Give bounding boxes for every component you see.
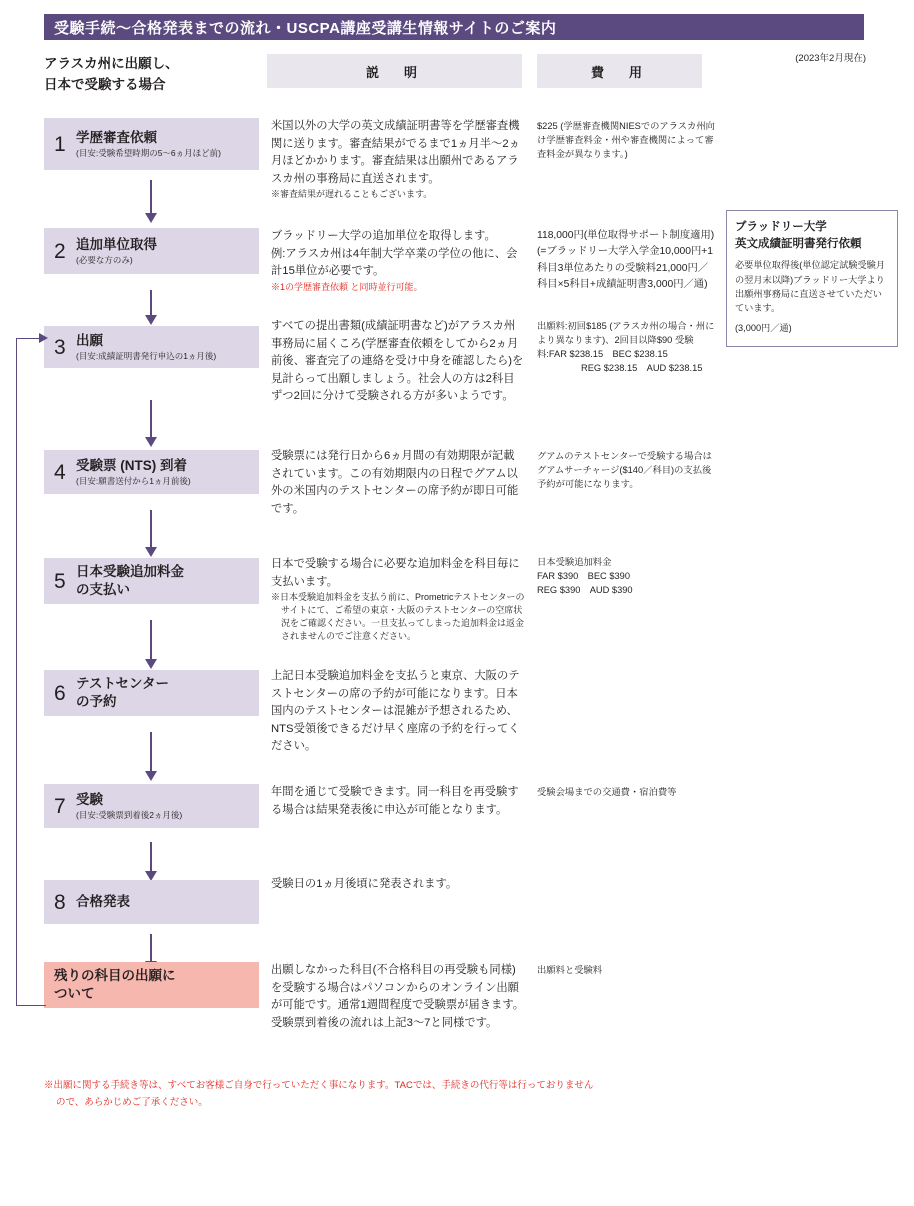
step-sub-3: (目安:成績証明書発行申込の1ヵ月後): [76, 350, 217, 361]
step-description-1-text: 米国以外の大学の英文成績証明書等を学歴審査機関に送ります。審査結果がでるまで1ヵ月半〜2ヵ月ほどかかります。審査結果は出願州であるアラスカ州の事務局に直送されます。: [271, 120, 520, 185]
side-note-title-line2: 英文成績証明書発行依頼: [735, 237, 862, 250]
intro-title: [44, 54, 259, 96]
step-label-4: [44, 450, 259, 494]
step-description-2-line1: ブラッドリー大学の追加単位を取得します。: [271, 230, 496, 242]
column-header-description: 説 明: [267, 54, 522, 88]
step-fee-5: [537, 556, 715, 598]
flow-arrow-4-to-5: [150, 510, 152, 548]
intro-title-line1: アラスカ州に出願し、: [44, 56, 179, 71]
step-label-remaining: [44, 962, 259, 1008]
footnote-line2: ので、あらかじめご了承ください。: [56, 1096, 208, 1108]
step-fee-3: [537, 320, 715, 376]
step-description-3: すべての提出書類(成績証明書など)がアラスカ州事務局に届くころ(学歴審査依頼をしてから2ヵ月前後、審査完了の連絡を受け中身を確認したら)を見計らって出願しましょう。社会人の方は2科目ずつ2回に分けて受験される方が多いようです。: [271, 320, 524, 402]
step-sub-4: (目安:願書送付から1ヵ月前後): [76, 475, 191, 486]
side-note-body: 必要単位取得後(単位認定試験受験月の翌月末以降)ブラッドリー大学より出願州事務局に直送させていただいています。: [735, 260, 886, 314]
step-label-6: [44, 670, 259, 716]
step-label-7: [44, 784, 259, 828]
step-sub-1: (目安:受験希望時期の5〜6ヵ月ほど前): [76, 147, 221, 158]
side-note-box: [726, 210, 898, 347]
step-description-2-line2: 例:アラスカ州は4年制大学卒業の学位の他に、会計15単位が必要です。: [271, 247, 518, 277]
step-title-4: 受験票 (NTS) 到着: [76, 458, 187, 474]
step-label-2: [44, 228, 259, 274]
step-description-2-red-note: ※1の学歴審査依頼 と同時並行可能。: [271, 281, 423, 292]
step-description-5-note: ※日本受験追加料金を支払う前に、Prometricテストセンターのサイトにて、ご希望の東京・大阪のテストセンターの空席状況をご確認ください。一旦支払ってしまった追加料金は返金されませんのでご注意ください。: [271, 592, 525, 642]
step-description-1-note: ※審査結果が遅れることもございます。: [271, 189, 433, 199]
step-description-8: 受験日の1ヵ月後頃に発表されます。: [271, 878, 458, 890]
step-fee-5-line2: FAR $390 BEC $390: [537, 570, 631, 581]
step-fee-remaining: 出願料と受験料: [537, 965, 603, 975]
step-number-5: 5: [54, 569, 66, 593]
page-title: 受験手続〜合格発表までの流れ・USCPA講座受講生情報サイトのご案内: [44, 14, 864, 40]
step-description-2: [267, 228, 525, 294]
step-number-4: 4: [54, 460, 66, 484]
flow-arrow-7-to-8: [150, 842, 152, 872]
side-note-tail: (3,000円／通): [735, 323, 792, 334]
step-label-3: [44, 326, 259, 368]
step-title-7: 受験: [76, 792, 103, 808]
step-number-3: 3: [54, 335, 66, 359]
flow-arrow-1-to-2: [150, 180, 152, 214]
step-number-1: 1: [54, 132, 66, 156]
step-fee-3-line1: 出願料:初回$185 (アラスカ州の場合・州により異なります)、2回目以降$90: [537, 321, 715, 345]
step-fee-5-line1: 日本受験追加料金: [537, 557, 612, 567]
step-title-2: 追加単位取得: [76, 237, 157, 253]
step-sub-7: (目安:受験票到着後2ヵ月後): [76, 809, 183, 820]
step-fee-1: $225 (学歴審査機関NIESでのアラスカ州向け学歴審査料金・州や審査機関によって審査料金が異なります。): [537, 121, 715, 159]
flow-arrow-5-to-6: [150, 620, 152, 660]
step-description-6: 上記日本受験追加料金を支払うと東京、大阪のテストセンターの席の予約が可能になります。日本国内のテストセンターは混雑が予想されるため、NTS受領後できるだけ早く座席の予約を行ってください。: [271, 670, 520, 752]
loopback-connector: [16, 338, 46, 1006]
step-fee-2: 118,000円(単位取得サポート制度適用)(=ブラッドリー大学入学金10,000円+1科目3単位あたりの受験料21,000円／科目×5科目+成績証明書3,000円／通): [537, 230, 715, 291]
step-description-1: [267, 118, 525, 201]
step-fee-7: 受験会場までの交通費・宿泊費等: [537, 787, 677, 797]
step-title-1: 学歴審査依頼: [76, 130, 157, 146]
step-title-3: 出願: [76, 333, 103, 349]
step-title-6-line1: テストセンター: [76, 676, 170, 692]
intro-title-line2: 日本で受験する場合: [44, 76, 166, 92]
flow-arrow-2-to-3: [150, 290, 152, 316]
step-label-1: [44, 118, 259, 170]
step-title-5-line1: 日本受験追加料金: [76, 564, 184, 580]
step-title-remaining-line1: 残りの科目の出願に: [54, 968, 176, 984]
step-fee-4: グアムのテストセンターで受験する場合はグアムサーチャージ($140／科目)の支払後予約が可能になります。: [537, 451, 712, 489]
step-description-4: 受験票には発行日から6ヵ月間の有効期限が記載されています。この有効期限内の日程でグアム以外の米国内のテストセンターの席予約が即日可能です。: [271, 450, 519, 515]
step-description-remaining: 出願しなかった科目(不合格科目の再受験も同様)を受験する場合はパソコンからのオンライン出願が可能です。通常1週間程度で受験票が届きます。受験票到着後の流れは上記3〜7と同様です。: [271, 964, 525, 1029]
footnote-line1: ※出願に関する手続き等は、すべてお客様ご自身で行っていただく事になります。TACでは、手続きの代行等は行っておりません: [44, 1080, 594, 1091]
side-note-title-line1: ブラッドリー大学: [735, 221, 827, 233]
step-title-6-line2: の予約: [76, 694, 117, 709]
as-of-date: (2023年2月現在): [795, 53, 866, 64]
step-description-7: 年間を通じて受験できます。同一科目を再受験する場合は結果発表後に申込が可能となります。: [271, 786, 519, 816]
step-fee-5-line3: REG $390 AUD $390: [537, 584, 633, 595]
step-fee-3-line3: REG $238.15 AUD $238.15: [581, 362, 703, 373]
step-number-6: 6: [54, 681, 66, 705]
step-number-7: 7: [54, 794, 66, 818]
footnote: [44, 1078, 744, 1111]
step-fee-3-line2: 受験料:FAR $238.15 BEC $238.15: [537, 334, 694, 359]
step-number-2: 2: [54, 239, 66, 263]
flow-arrow-8-to-remaining: [150, 934, 152, 962]
step-title-remaining-line2: ついて: [54, 986, 95, 1001]
flow-arrow-6-to-7: [150, 732, 152, 772]
step-label-8: [44, 880, 259, 924]
step-sub-2: (必要な方のみ): [76, 254, 133, 265]
step-description-5: [267, 556, 525, 643]
column-header-fee: 費 用: [537, 54, 702, 88]
step-label-5: [44, 558, 259, 604]
flow-arrow-3-to-4: [150, 400, 152, 438]
step-description-5-text: 日本で受験する場合に必要な追加料金を科目毎に支払います。: [271, 558, 520, 588]
step-title-5-line2: の支払い: [76, 582, 130, 597]
step-title-8: 合格発表: [76, 894, 130, 910]
step-number-8: 8: [54, 890, 66, 914]
